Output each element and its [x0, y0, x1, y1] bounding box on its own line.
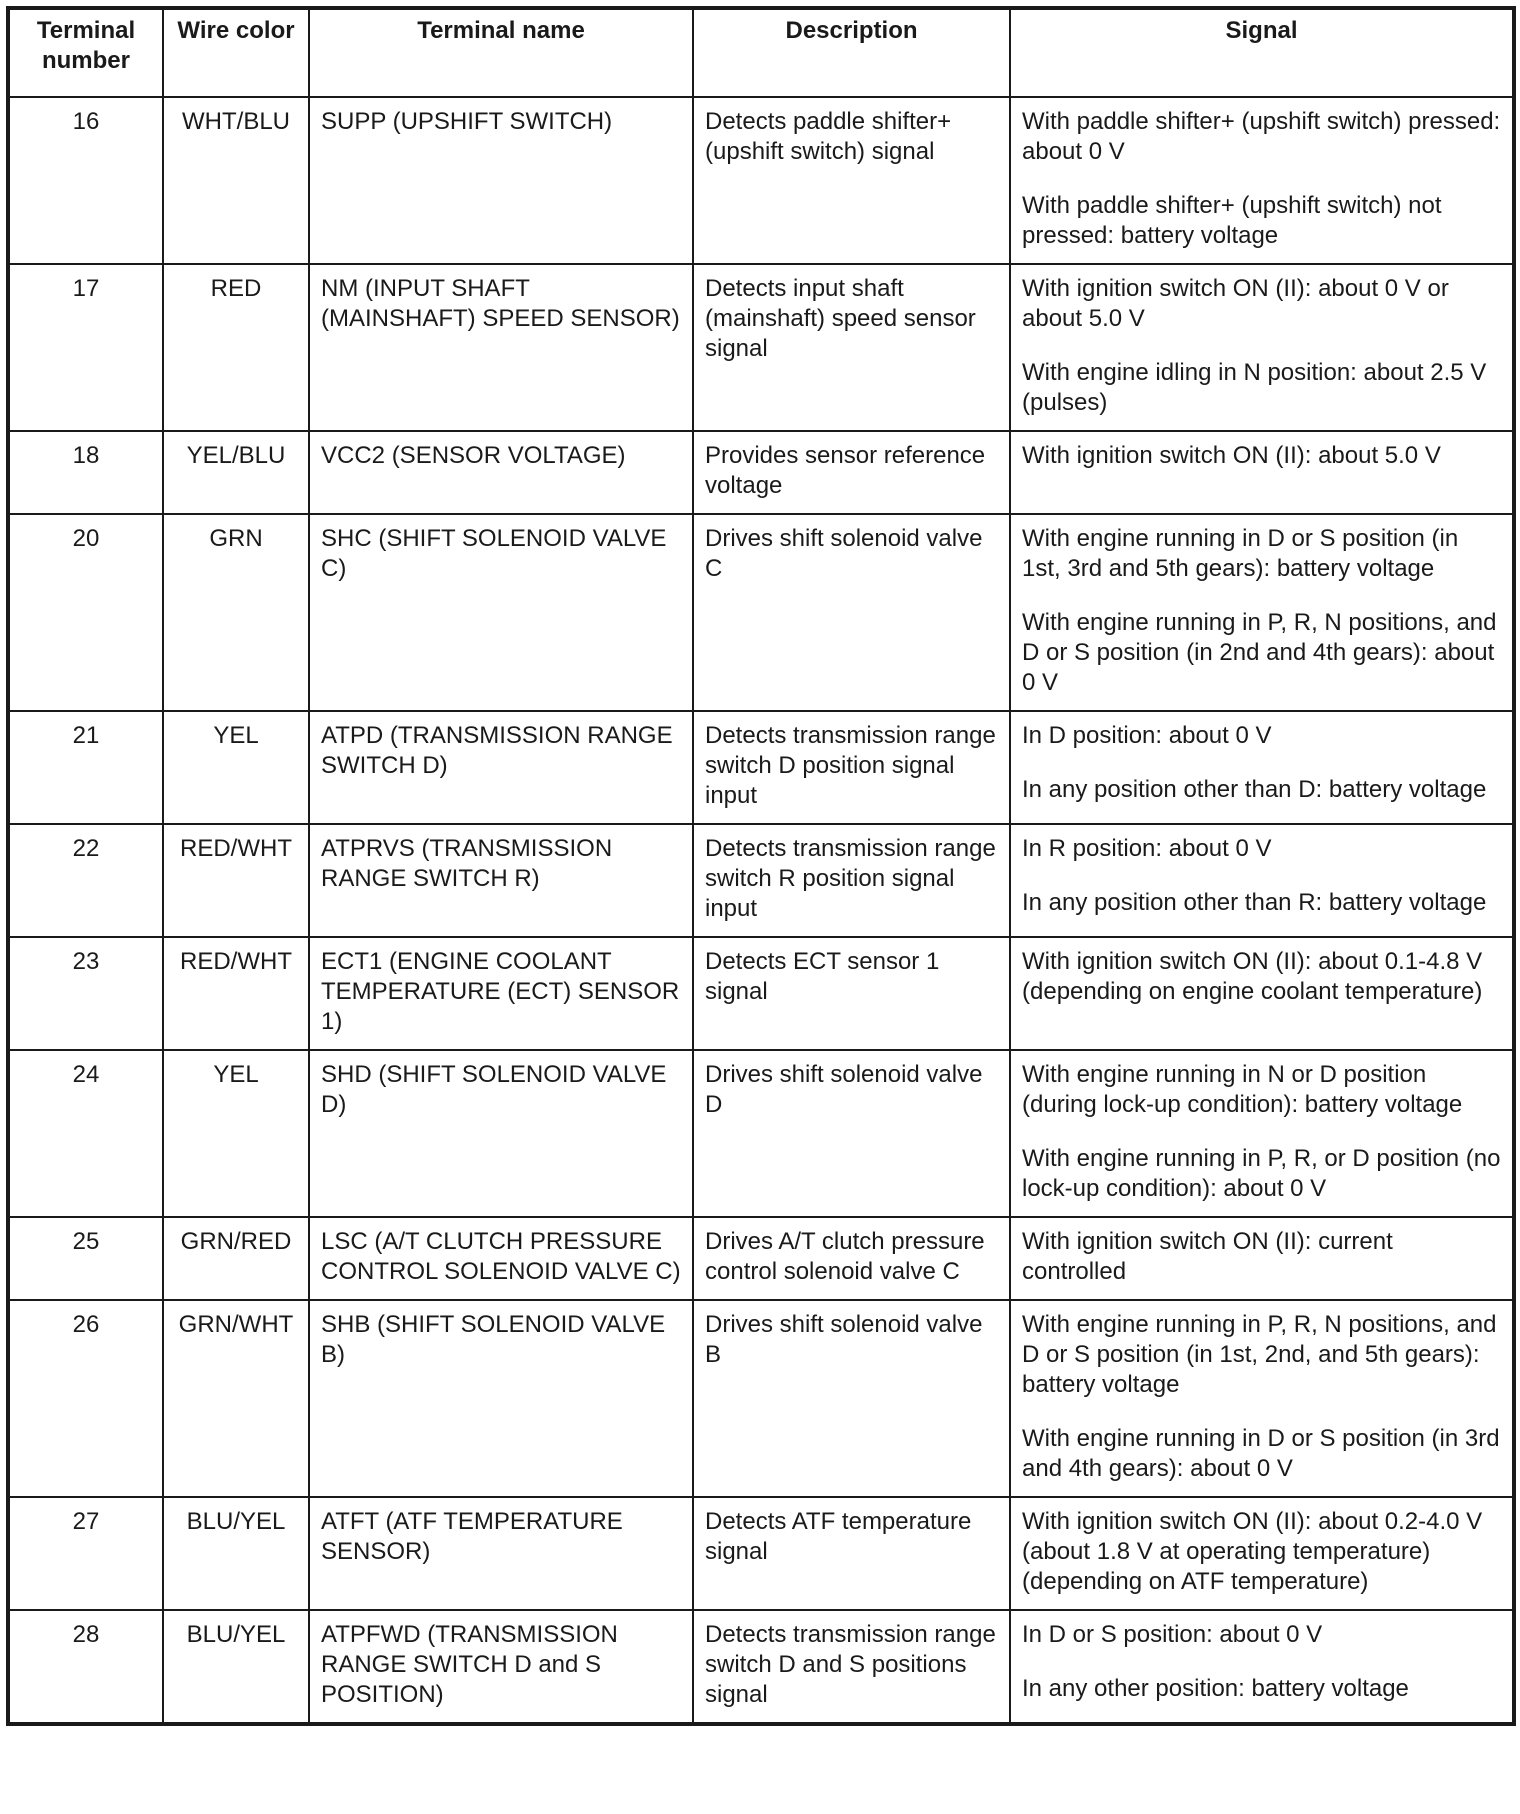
table-row	[8, 431, 1514, 514]
wire-color-cell: YEL	[163, 711, 309, 824]
terminal-name-cell: NM (INPUT SHAFT (MAINSHAFT) SPEED SENSOR)	[309, 264, 693, 431]
signal-cell	[1010, 264, 1514, 431]
terminal-name-cell: ECT1 (ENGINE COOLANT TEMPERATURE (ECT) SENSOR 1)	[309, 937, 693, 1050]
description-cell: Detects transmission range switch D position signal input	[693, 711, 1010, 824]
signal-line: With engine running in N or D position (during lock-up condition): battery voltage	[1022, 1061, 1463, 1118]
terminal-number-cell: 16	[8, 97, 163, 264]
header-terminal-name: Terminal name	[309, 8, 693, 97]
description-cell: Drives A/T clutch pressure control solenoid valve C	[693, 1217, 1010, 1300]
signal-cell	[1010, 1610, 1514, 1724]
signal-cell	[1010, 431, 1514, 514]
signal-cell	[1010, 1300, 1514, 1497]
signal-line: With engine running in P, R, N positions, and D or S position (in 2nd and 4th gears): about 0 V	[1022, 609, 1497, 696]
terminal-name-cell: SHB (SHIFT SOLENOID VALVE B)	[309, 1300, 693, 1497]
terminal-name-cell: LSC (A/T CLUTCH PRESSURE CONTROL SOLENOID VALVE C)	[309, 1217, 693, 1300]
description-cell: Detects input shaft (mainshaft) speed sensor signal	[693, 264, 1010, 431]
header-description: Description	[693, 8, 1010, 97]
description-cell: Detects transmission range switch D and S positions signal	[693, 1610, 1010, 1724]
signal-cell	[1010, 1217, 1514, 1300]
wire-color-cell: GRN	[163, 514, 309, 711]
signal-line: With ignition switch ON (II): current controlled	[1022, 1228, 1393, 1285]
table-row	[8, 1300, 1514, 1497]
signal-line: With engine idling in N position: about 2.5 V (pulses)	[1022, 359, 1487, 416]
terminal-name-cell: VCC2 (SENSOR VOLTAGE)	[309, 431, 693, 514]
signal-line: In any position other than R: battery voltage	[1022, 889, 1487, 916]
table-body	[8, 97, 1514, 1724]
header-terminal-number: Terminal number	[8, 8, 163, 97]
terminal-name-cell: ATPRVS (TRANSMISSION RANGE SWITCH R)	[309, 824, 693, 937]
terminal-number-cell: 24	[8, 1050, 163, 1217]
terminal-number-cell: 28	[8, 1610, 163, 1724]
signal-line: With paddle shifter+ (upshift switch) pressed: about 0 V	[1022, 108, 1501, 165]
wire-color-cell: RED/WHT	[163, 824, 309, 937]
description-cell: Drives shift solenoid valve B	[693, 1300, 1010, 1497]
signal-cell	[1010, 711, 1514, 824]
signal-cell	[1010, 937, 1514, 1050]
terminal-name-cell: ATPD (TRANSMISSION RANGE SWITCH D)	[309, 711, 693, 824]
terminal-number-cell: 22	[8, 824, 163, 937]
signal-line: In R position: about 0 V	[1022, 835, 1272, 862]
terminal-table	[6, 6, 1516, 1726]
description-cell: Detects paddle shifter+ (upshift switch) signal	[693, 97, 1010, 264]
signal-line: In D or S position: about 0 V	[1022, 1621, 1323, 1648]
description-cell: Drives shift solenoid valve D	[693, 1050, 1010, 1217]
description-cell: Provides sensor reference voltage	[693, 431, 1010, 514]
table-row	[8, 1217, 1514, 1300]
signal-line: With ignition switch ON (II): about 0.2-4.0 V (about 1.8 V at operating temperature) (depending on ATF temperature)	[1022, 1508, 1483, 1595]
signal-line: With engine running in P, R, or D position (no lock-up condition): about 0 V	[1022, 1145, 1501, 1202]
terminal-name-cell: SUPP (UPSHIFT SWITCH)	[309, 97, 693, 264]
signal-line: With engine running in D or S position (in 3rd and 4th gears): about 0 V	[1022, 1425, 1500, 1482]
table-row	[8, 824, 1514, 937]
terminal-name-cell: ATPFWD (TRANSMISSION RANGE SWITCH D and S POSITION)	[309, 1610, 693, 1724]
signal-cell	[1010, 514, 1514, 711]
table-row	[8, 264, 1514, 431]
signal-line: With engine running in D or S position (in 1st, 3rd and 5th gears): battery voltage	[1022, 525, 1459, 582]
table-row	[8, 1610, 1514, 1724]
table-header	[8, 8, 1514, 97]
terminal-name-cell: SHD (SHIFT SOLENOID VALVE D)	[309, 1050, 693, 1217]
terminal-name-cell: ATFT (ATF TEMPERATURE SENSOR)	[309, 1497, 693, 1610]
terminal-name-cell: SHC (SHIFT SOLENOID VALVE C)	[309, 514, 693, 711]
wire-color-cell: GRN/WHT	[163, 1300, 309, 1497]
table-row	[8, 937, 1514, 1050]
description-cell: Detects ECT sensor 1 signal	[693, 937, 1010, 1050]
terminal-number-cell: 18	[8, 431, 163, 514]
description-cell: Drives shift solenoid valve C	[693, 514, 1010, 711]
description-cell: Detects ATF temperature signal	[693, 1497, 1010, 1610]
terminal-number-cell: 21	[8, 711, 163, 824]
description-cell: Detects transmission range switch R position signal input	[693, 824, 1010, 937]
wire-color-cell: RED/WHT	[163, 937, 309, 1050]
table-row	[8, 711, 1514, 824]
signal-cell	[1010, 1497, 1514, 1610]
header-signal: Signal	[1010, 8, 1514, 97]
terminal-number-cell: 23	[8, 937, 163, 1050]
signal-line: In any position other than D: battery voltage	[1022, 776, 1487, 803]
table-row	[8, 97, 1514, 264]
terminal-table-container	[6, 6, 1516, 1726]
table-row	[8, 514, 1514, 711]
header-row	[8, 8, 1514, 97]
wire-color-cell: YEL	[163, 1050, 309, 1217]
wire-color-cell: WHT/BLU	[163, 97, 309, 264]
wire-color-cell: RED	[163, 264, 309, 431]
signal-cell	[1010, 97, 1514, 264]
signal-line: In any other position: battery voltage	[1022, 1675, 1409, 1702]
signal-cell	[1010, 824, 1514, 937]
table-row	[8, 1497, 1514, 1610]
signal-line: With engine running in P, R, N positions, and D or S position (in 1st, 2nd, and 5th gears): battery voltage	[1022, 1311, 1497, 1398]
terminal-number-cell: 25	[8, 1217, 163, 1300]
header-wire-color: Wire color	[163, 8, 309, 97]
signal-line: In D position: about 0 V	[1022, 722, 1272, 749]
terminal-number-cell: 20	[8, 514, 163, 711]
table-row	[8, 1050, 1514, 1217]
signal-line: With paddle shifter+ (upshift switch) not pressed: battery voltage	[1022, 192, 1442, 249]
terminal-number-cell: 17	[8, 264, 163, 431]
signal-line: With ignition switch ON (II): about 5.0 V	[1022, 442, 1441, 469]
wire-color-cell: YEL/BLU	[163, 431, 309, 514]
wire-color-cell: BLU/YEL	[163, 1610, 309, 1724]
terminal-number-cell: 26	[8, 1300, 163, 1497]
wire-color-cell: GRN/RED	[163, 1217, 309, 1300]
signal-line: With ignition switch ON (II): about 0 V or about 5.0 V	[1022, 275, 1449, 332]
wire-color-cell: BLU/YEL	[163, 1497, 309, 1610]
signal-line: With ignition switch ON (II): about 0.1-4.8 V (depending on engine coolant temperature)	[1022, 948, 1483, 1005]
terminal-number-cell: 27	[8, 1497, 163, 1610]
signal-cell	[1010, 1050, 1514, 1217]
